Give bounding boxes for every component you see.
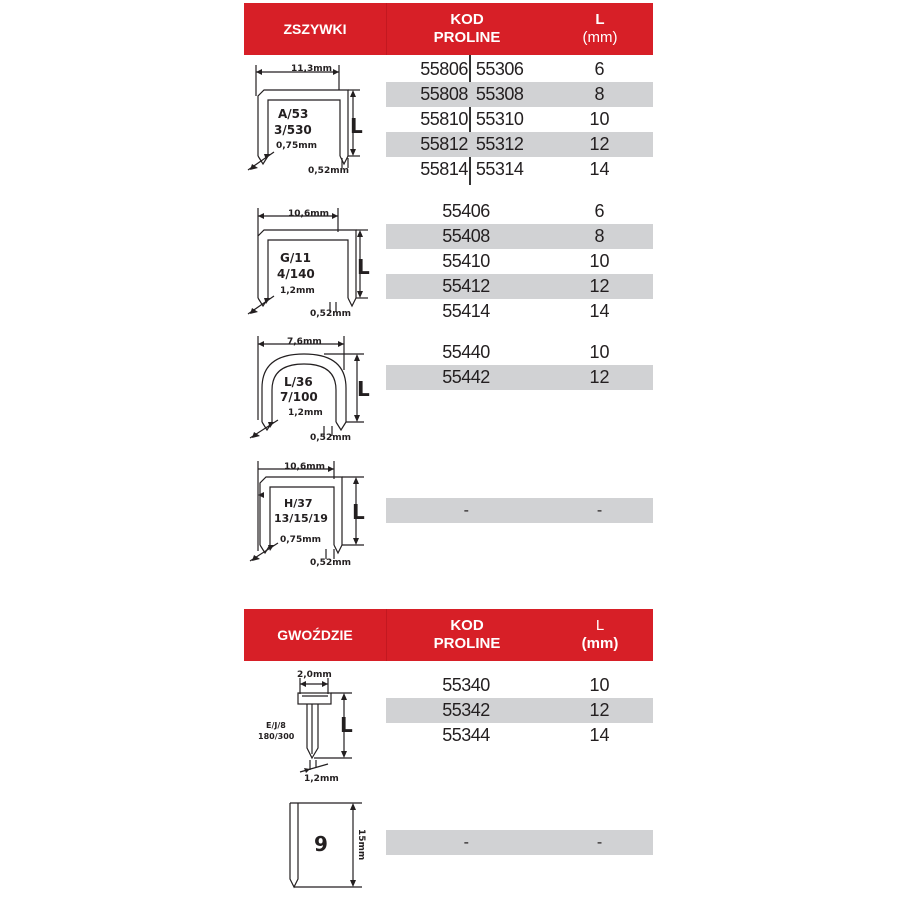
header-length bbox=[547, 3, 653, 55]
table-row bbox=[386, 830, 653, 855]
code: - bbox=[463, 501, 469, 519]
length-value: 6 bbox=[594, 201, 605, 221]
width-label: 11,3mm bbox=[291, 64, 332, 74]
staple-diagram-9 bbox=[244, 795, 374, 895]
code: 55342 bbox=[442, 700, 490, 720]
thickness-label: 0,52mm bbox=[310, 558, 351, 568]
table-row bbox=[386, 199, 653, 224]
header-code-line1: KOD bbox=[450, 617, 484, 634]
code-a: 55806 bbox=[420, 59, 468, 79]
header-length bbox=[547, 609, 653, 661]
length-value: 8 bbox=[594, 226, 605, 246]
length-symbol: L bbox=[357, 255, 370, 279]
code: 55340 bbox=[442, 675, 490, 695]
header-code-line2: PROLINE bbox=[433, 635, 501, 652]
header-category: GWOŹDZIE bbox=[244, 609, 387, 661]
type-label: 9 bbox=[314, 832, 328, 856]
code: 55406 bbox=[442, 201, 490, 221]
type2-label: 13/15/19 bbox=[274, 512, 328, 525]
type-label: H/37 bbox=[284, 497, 313, 510]
length-symbol: L bbox=[352, 500, 365, 524]
nails-table-header bbox=[244, 609, 653, 661]
header-code-line2: PROLINE bbox=[433, 29, 501, 46]
code-b: 55312 bbox=[475, 134, 524, 154]
header-category: ZSZYWKI bbox=[244, 3, 387, 55]
table-row bbox=[386, 723, 653, 748]
thickness-label: 0,52mm bbox=[310, 309, 351, 319]
code: 55412 bbox=[442, 276, 490, 296]
length-value: 12 bbox=[589, 134, 610, 154]
length-symbol: L bbox=[357, 377, 370, 401]
type2-label: 4/140 bbox=[277, 267, 315, 281]
code-a: 55814 bbox=[420, 159, 468, 179]
table-row bbox=[386, 698, 653, 723]
length-value: 6 bbox=[594, 59, 605, 79]
code-a: 55812 bbox=[420, 134, 468, 154]
length-value: 14 bbox=[589, 301, 610, 321]
staple-diagram-g11 bbox=[244, 202, 374, 324]
length-value: - bbox=[596, 833, 603, 851]
length-value: - bbox=[596, 501, 603, 519]
code: 55440 bbox=[442, 342, 490, 362]
wire-label: 1,2mm bbox=[280, 286, 315, 296]
type-label: A/53 bbox=[278, 107, 309, 121]
staple-diagram-h37 bbox=[244, 455, 374, 570]
length-symbol: L bbox=[350, 114, 363, 138]
header-code-line1: KOD bbox=[450, 11, 484, 28]
code: 55408 bbox=[442, 226, 490, 246]
length-value: 10 bbox=[589, 109, 610, 129]
width-label: 7,6mm bbox=[287, 337, 322, 347]
header-code bbox=[387, 609, 547, 661]
code-b: 55310 bbox=[475, 109, 524, 129]
type2-label: 3/530 bbox=[274, 123, 312, 137]
length-value: 10 bbox=[589, 251, 610, 271]
wire-label: 1,2mm bbox=[288, 408, 323, 418]
head-label: 2,0mm bbox=[297, 670, 332, 680]
table-row bbox=[386, 82, 653, 107]
wire-label: 0,75mm bbox=[276, 141, 317, 151]
table-row bbox=[386, 299, 653, 324]
length-value: 12 bbox=[589, 700, 610, 720]
table-row bbox=[386, 249, 653, 274]
table-row bbox=[386, 132, 653, 157]
wire-label: 1,2mm bbox=[304, 774, 339, 784]
length-symbol: L bbox=[340, 713, 353, 737]
code-a: 55810 bbox=[420, 109, 468, 129]
header-code bbox=[387, 3, 547, 55]
code: 55344 bbox=[442, 725, 490, 745]
length-label: 15mm bbox=[356, 829, 366, 861]
length-value: 12 bbox=[589, 367, 610, 387]
header-length-line2: (mm) bbox=[582, 29, 618, 46]
table-row bbox=[386, 274, 653, 299]
length-value: 10 bbox=[589, 675, 610, 695]
nail-diagram-ej8 bbox=[244, 664, 374, 784]
code: 55414 bbox=[442, 301, 490, 321]
width-label: 10,6mm bbox=[284, 462, 325, 472]
length-value: 12 bbox=[589, 276, 610, 296]
staple-diagram-l36 bbox=[244, 330, 374, 445]
table-row bbox=[386, 157, 653, 182]
code-b: 55314 bbox=[475, 159, 524, 179]
length-value: 14 bbox=[589, 159, 610, 179]
thickness-label: 0,52mm bbox=[308, 166, 349, 176]
staple-diagram-a53 bbox=[244, 60, 374, 180]
length-value: 8 bbox=[594, 84, 605, 104]
code-b: 55306 bbox=[475, 59, 524, 79]
width-label: 10,6mm bbox=[288, 209, 329, 219]
table-row bbox=[386, 365, 653, 390]
type2-label: 180/300 bbox=[258, 732, 295, 741]
code: - bbox=[463, 833, 469, 851]
table-row bbox=[386, 57, 653, 82]
header-length-line1: L bbox=[595, 11, 605, 28]
type2-label: 7/100 bbox=[280, 390, 318, 404]
length-value: 14 bbox=[589, 725, 610, 745]
type-label: L/36 bbox=[284, 375, 313, 389]
header-length-line1: L bbox=[595, 617, 605, 634]
table-row bbox=[386, 673, 653, 698]
type-label: E/J/8 bbox=[266, 721, 286, 730]
header-length-line2: (mm) bbox=[581, 635, 619, 652]
code-b: 55308 bbox=[475, 84, 524, 104]
table-row bbox=[386, 340, 653, 365]
thickness-label: 0,52mm bbox=[310, 433, 351, 443]
table-row bbox=[386, 224, 653, 249]
code: 55410 bbox=[442, 251, 490, 271]
staples-table-header bbox=[244, 3, 653, 55]
length-value: 10 bbox=[589, 342, 610, 362]
table-row bbox=[386, 107, 653, 132]
code: 55442 bbox=[442, 367, 490, 387]
wire-label: 0,75mm bbox=[280, 535, 321, 545]
table-row bbox=[386, 498, 653, 523]
type-label: G/11 bbox=[280, 251, 311, 265]
code-a: 55808 bbox=[420, 84, 468, 104]
